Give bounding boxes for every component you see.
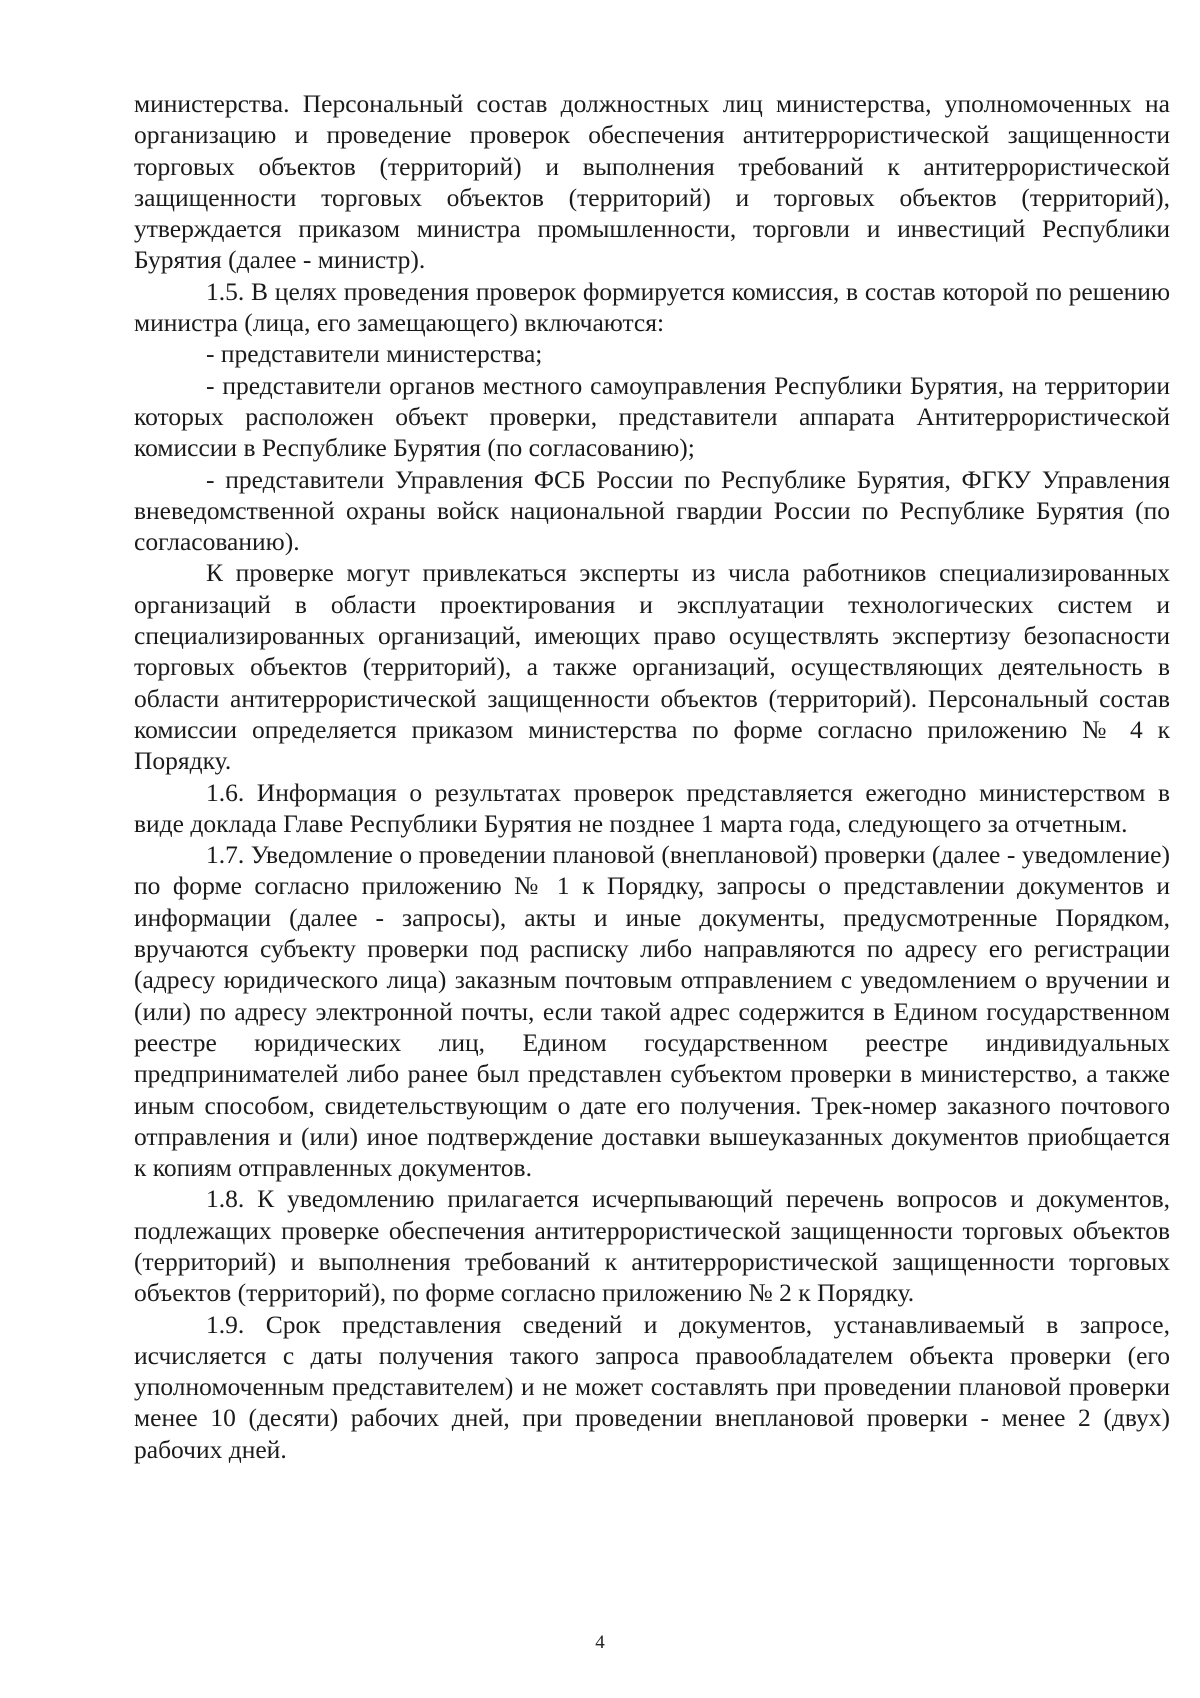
paragraph-1-8: 1.8. К уведомлению прилагается исчерпывающий перечень вопросов и документов, подлежащих проверке обеспечения антитеррористической защищенности торговых объектов (территорий) и выполнения требований к антитеррористической защищенности торговых объектов (территорий), по форме согласно приложению № 2 к Порядку. <box>134 1184 1170 1308</box>
list-item-local-government-representatives: - представители органов местного самоуправления Республики Бурятия, на территории которых расположен объект проверки, представители аппарата Антитеррористической комиссии в Республике Бурятия (по согласованию); <box>134 370 1170 463</box>
list-item-ministry-representatives: - представители министерства; <box>206 339 543 369</box>
paragraph-intro: министерства. Персональный состав должностных лиц министерства, уполномоченных на организацию и проведение проверок обеспечения антитеррористической защищенности торговых объектов (территорий) и выполнения требований к антитеррористической защищенности торговых объектов (территорий) и торговых объектов (территорий), утверждается приказом министра промышленности, торговли и инвестиций Республики Бурятия (далее - министр). <box>134 89 1170 275</box>
paragraph-1-5: 1.5. В целях проведения проверок формируется комиссия, в состав которой по решению министра (лица, его замещающего) включаются: <box>134 276 1170 338</box>
paragraph-1-7: 1.7. Уведомление о проведении плановой (внеплановой) проверки (далее - уведомление) по форме согласно приложению № 1 к Порядку, запросы о представлении документов и информации (далее - запросы), акты и иные документы, предусмотренные Порядком, вручаются субъекту проверки под расписку либо направляются по адресу его регистрации (адресу юридического лица) заказным почтовым отправлением с уведомлением о вручении и (или) по адресу электронной почты, если такой адрес содержится в Едином государственном реестре юридических лиц, Едином государственном реестре индивидуальных предпринимателей либо ранее был представлен субъектом проверки в министерство, а также иным способом, свидетельствующим о дате его получения. Трек-номер заказного почтового отправления и (или) иное подтверждение доставки вышеуказанных документов приобщается к копиям отправленных документов. <box>134 840 1170 1183</box>
document-body <box>134 88 1170 1465</box>
list-item-fsb-representatives: - представители Управления ФСБ России по Республике Бурятия, ФГКУ Управления вневедомственной охраны войск национальной гвардии России по Республике Бурятия (по согласованию). <box>134 464 1170 557</box>
paragraph-1-6: 1.6. Информация о результатах проверок представляется ежегодно министерством в виде доклада Главе Республики Бурятия не позднее 1 марта года, следующего за отчетным. <box>134 777 1170 838</box>
paragraph-experts: К проверке могут привлекаться эксперты из числа работников специализированных организаций в области проектирования и эксплуатации технологических систем и специализированных организаций, имеющих право осуществлять экспертизу безопасности торговых объектов (территорий), а также организаций, осуществляющих деятельность в области антитеррористической защищенности объектов (территорий). Персональный состав комиссии определяется приказом министерства по форме согласно приложению № 4 к Порядку. <box>134 558 1170 776</box>
paragraph-1-9: 1.9. Срок представления сведений и документов, устанавливаемый в запросе, исчисляется с даты получения такого запроса правообладателем объекта проверки (его уполномоченным представителем) и не может составлять при проведении плановой проверки менее 10 (десяти) рабочих дней, при проведении внеплановой проверки - менее 2 (двух) рабочих дней. <box>134 1309 1170 1464</box>
page-number: 4 <box>595 1632 605 1653</box>
